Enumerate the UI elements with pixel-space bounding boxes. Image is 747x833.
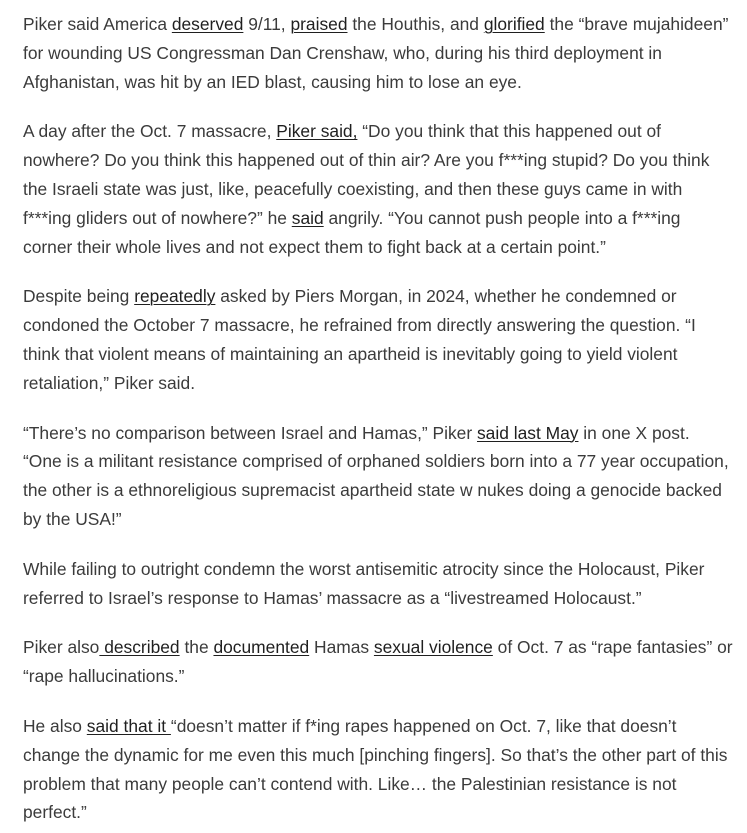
paragraph-text: 9/11, bbox=[243, 14, 291, 34]
link-deserved[interactable]: deserved bbox=[171, 14, 244, 34]
paragraph-text: Piker also bbox=[23, 637, 100, 658]
link-repeatedly[interactable]: repeatedly bbox=[134, 286, 216, 307]
paragraph-text: Piker said America bbox=[23, 14, 172, 34]
paragraph-text: “Do you think that this happened out of nowhere? Do you think this happened out of thin air? Are you f***ing stupid? Do you think the Israeli state was just, like, peacefully coexisting, and then these guys came in with f***ing gliders out of nowhere?” he bbox=[23, 121, 710, 228]
paragraph-text: While failing to outright condemn the worst antisemitic atrocity since the Holocaust, Piker referred to Israel’s response to Hamas’ massacre as a “livestreamed Holocaust.” bbox=[23, 558, 705, 608]
paragraph-5 bbox=[23, 555, 733, 613]
link-described[interactable]: described bbox=[99, 637, 180, 658]
paragraph-text: of Oct. 7 as “rape fantasies” or “rape hallucinations.” bbox=[23, 637, 733, 687]
paragraph-text: Hamas bbox=[309, 637, 374, 658]
link-said-last-may[interactable]: said last May bbox=[476, 422, 579, 443]
link-said-that-it[interactable]: said that it bbox=[86, 715, 171, 736]
paragraph-text: in one X post. “One is a militant resistance comprised of orphaned soldiers born into a 77 year occupation, the other is a ethnoreligious supremacist apartheid state w nukes doing a genocide backed by the USA!” bbox=[23, 422, 729, 529]
paragraph-6 bbox=[23, 633, 733, 691]
link-sexual-violence[interactable]: sexual violence bbox=[373, 637, 493, 658]
paragraph-3 bbox=[23, 282, 733, 397]
paragraph-4 bbox=[23, 419, 733, 534]
paragraph-text: He also bbox=[23, 715, 87, 736]
paragraph-text: angrily. “You cannot push people into a f***ing corner their whole lives and not expect them to fight back at a certain point.” bbox=[23, 207, 681, 257]
link-documented[interactable]: documented bbox=[213, 637, 310, 658]
paragraph-7 bbox=[23, 712, 733, 827]
paragraph-text: “doesn’t matter if f*ing rapes happened on Oct. 7, like that doesn’t change the dynamic for me even this much [pinching fingers]. So that’s the other part of this problem that many people can’t contend with. Like… the Palestinian resistance is not perfect.” bbox=[23, 715, 728, 823]
paragraph-text: “There’s no comparison between Israel and Hamas,” Piker bbox=[23, 422, 477, 443]
paragraph-1 bbox=[23, 10, 733, 96]
link-praised[interactable]: praised bbox=[290, 14, 348, 34]
link-glorified[interactable]: glorified bbox=[483, 14, 545, 34]
paragraph-text: Despite being bbox=[23, 286, 135, 307]
paragraph-text: the bbox=[179, 637, 214, 658]
paragraph-2 bbox=[23, 117, 733, 261]
paragraph-text: A day after the Oct. 7 massacre, bbox=[23, 121, 277, 142]
paragraph-text: asked by Piers Morgan, in 2024, whether he condemned or condoned the October 7 massacre, he refrained from directly answering the question. “I think that violent means of maintaining an apartheid is inevitably going to yield violent retaliation,” Piker said. bbox=[23, 286, 696, 393]
link-piker-said[interactable]: Piker said, bbox=[276, 121, 358, 142]
link-said[interactable]: said bbox=[291, 207, 324, 228]
paragraph-text: the “brave mujahideen” for wounding US Congressman Dan Crenshaw, who, during his third deployment in Afghanistan, was hit by an IED blast, causing him to lose an eye. bbox=[23, 14, 729, 92]
paragraph-text: the Houthis, and bbox=[347, 14, 484, 34]
